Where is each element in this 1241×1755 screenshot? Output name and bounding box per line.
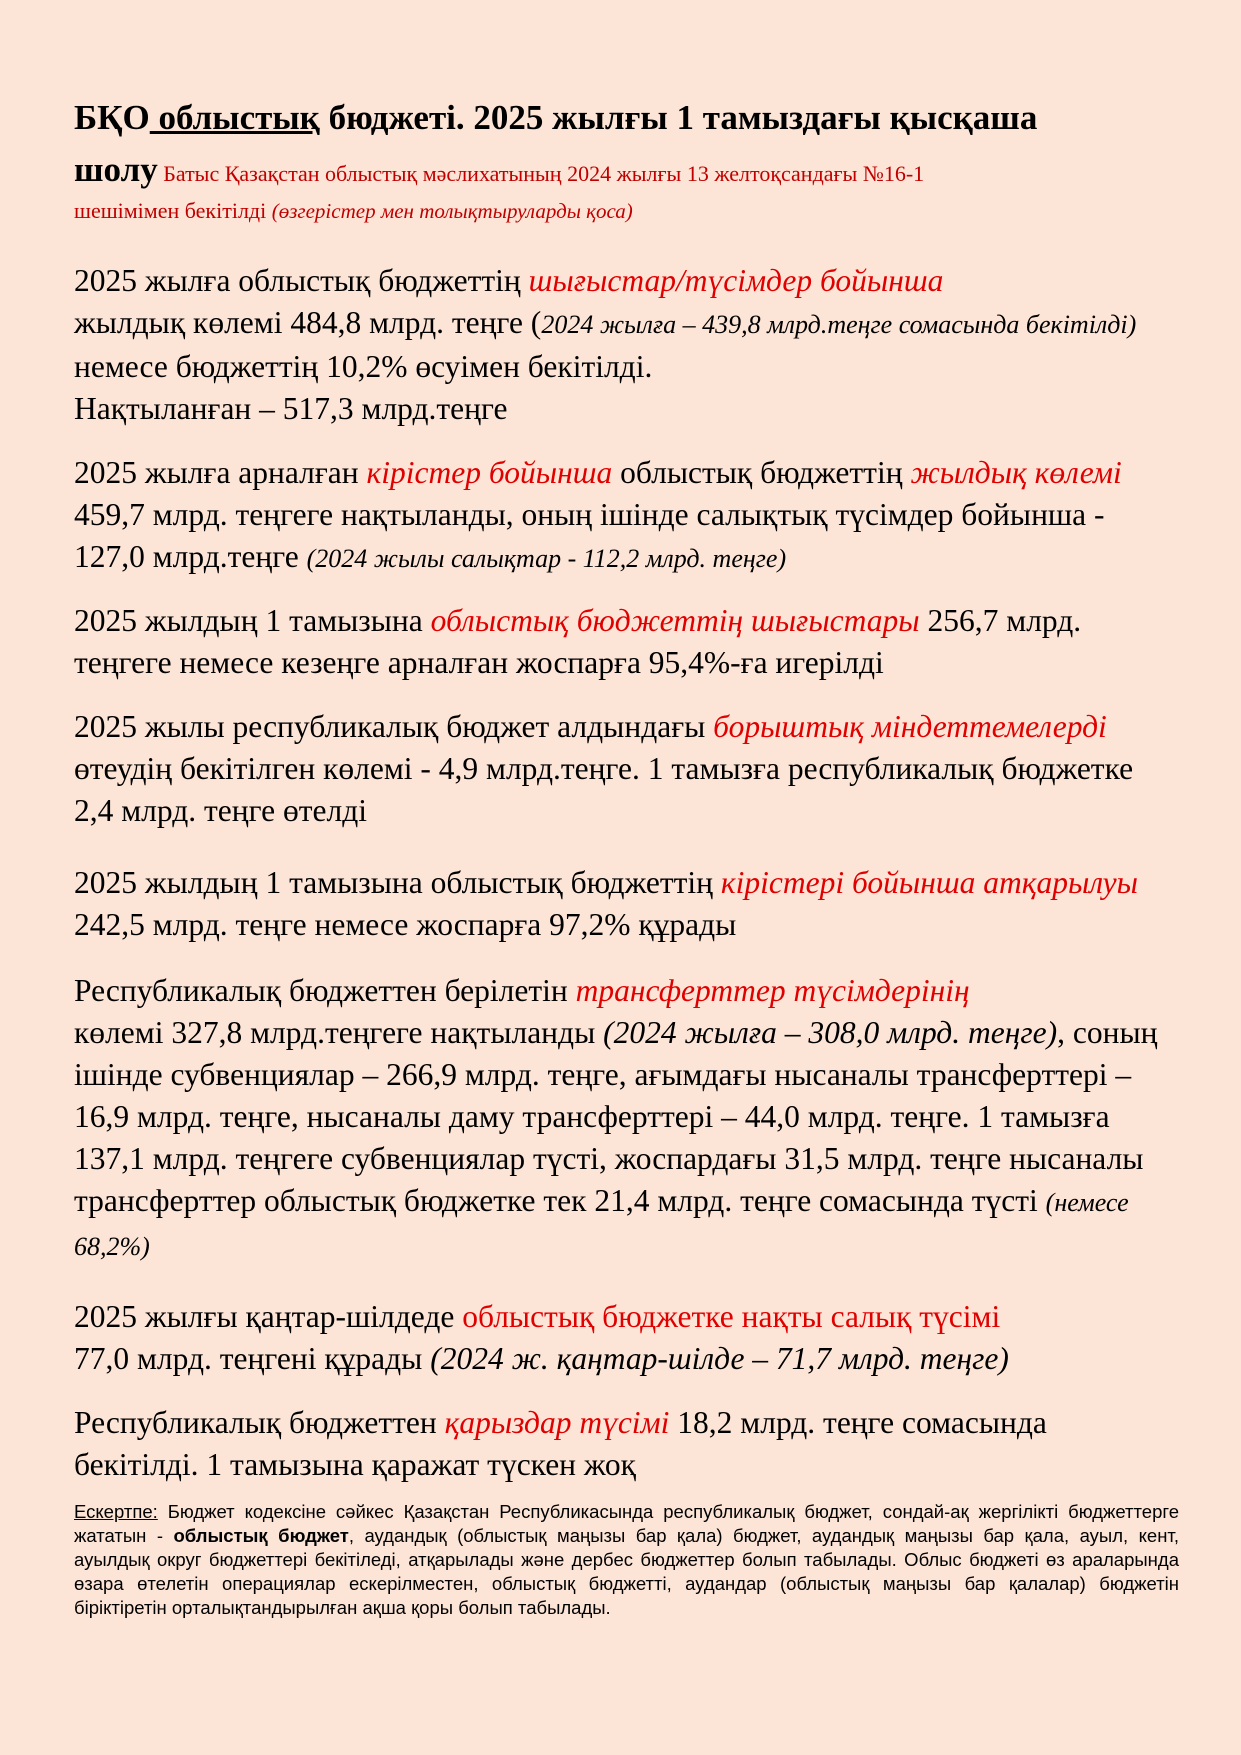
p7-note: (2024 ж. қаңтар-шілде – 71,7 млрд. теңге)	[430, 1341, 1009, 1376]
approval-line2	[74, 196, 1179, 226]
p2-text-c: 459,7 млрд. теңгеге нақтыланды, оның ішінде салықтық түсімдер бойынша - 127,0 млрд.теңге	[74, 497, 1105, 574]
paragraph-loans	[74, 1402, 1179, 1486]
p1-highlight: шығыстар/түсімдер бойынша	[528, 263, 944, 298]
p3-highlight: облыстық бюджеттің шығыстары	[430, 603, 920, 638]
paragraph-expenditure-execution	[74, 600, 1179, 684]
p2-text-b: облыстық бюджеттің	[612, 455, 911, 490]
title-rest: бюджеті. 2025 жылғы 1 тамыздағы қысқаша	[319, 98, 1038, 137]
p5-text-b: 242,5 млрд. теңге немесе жоспарға 97,2% құрады	[74, 907, 737, 942]
footnote-bold: облыстық бюджет	[173, 1525, 349, 1546]
title-prefix: БҚО	[74, 98, 150, 137]
p7-text-b: 77,0 млрд. теңгені құрады	[74, 1341, 431, 1376]
footnote-text-a: Бюджет кодексіне сәйкес Қазақстан Республикасында республикалық бюджет, сондай-ақ жергілікті бюджеттерге жататын -	[74, 1501, 1179, 1546]
footnote	[74, 1500, 1179, 1620]
p8-text-a: Республикалық бюджеттен	[74, 1405, 445, 1440]
approval-line2-text: шешімімен бекітілді	[74, 198, 272, 223]
paragraph-tax-receipts	[74, 1296, 1179, 1380]
p1-text-d: Нақтыланған – 517,3 млрд.теңге	[74, 391, 508, 426]
footnote-text-b: , аудандық (облыстық маңызы бар қала) бюджет, аудандық маңызы бар қала, ауыл, кент, ауылдық округ бюджеттері бекітіледі, атқарылады және дербес бюджеттер болып табылады. Облыс бюджеті өз араларында өзара өтелетін операциялар ескерілместен, облыстық бюджетті, аудандар (облыстық маңызы бар қалалар) бюджетін біріктіретін орталықтандырылған ақша қоры болып табылады.	[74, 1525, 1179, 1618]
footnote-label: Ескертпе:	[74, 1501, 158, 1522]
p6-text-a: Республикалық бюджеттен берілетін	[74, 973, 576, 1008]
p1-text-b: жылдық көлемі 484,8 млрд. теңге (	[74, 305, 542, 340]
p2-highlight-2: жылдық көлемі	[910, 455, 1122, 490]
p8-highlight: қарыздар түсімі	[444, 1405, 670, 1440]
title-line2: шолу	[74, 150, 158, 189]
paragraph-debt-obligations	[74, 706, 1179, 832]
p6-highlight: трансферттер түсімдерінің	[575, 973, 970, 1008]
p6-note-1: (2024 жылға – 308,0 млрд. теңге)	[603, 1015, 1058, 1050]
p5-text-a: 2025 жылдың 1 тамызына облыстық бюджеттің	[74, 865, 721, 900]
p4-highlight: борыштық міндеттемелерді	[713, 709, 1107, 744]
p6-text-b: көлемі 327,8 млрд.теңгеге нақтыланды	[74, 1015, 604, 1050]
p6-note-2: (немесе 68,2%)	[74, 1188, 1129, 1261]
p2-highlight-1: кірістер бойынша	[366, 455, 613, 490]
p8-text-b: 18,2 млрд. теңге сомасында бекітілді. 1 тамызына қаражат түскен жоқ	[74, 1405, 1047, 1482]
p1-text-c: немесе бюджеттің 10,2% өсуімен бекітілді.	[74, 349, 653, 384]
p3-text-b: 256,7 млрд. теңгеге немесе кезеңге арналған жоспарға 95,4%-ға игерілді	[74, 603, 1082, 680]
p3-text-a: 2025 жылдың 1 тамызына	[74, 603, 431, 638]
paragraph-transfers	[74, 970, 1179, 1268]
title-underlined: облыстық	[149, 98, 320, 137]
paragraph-revenue-volume	[74, 452, 1179, 580]
paragraph-expenditure-volume	[74, 260, 1179, 430]
p5-highlight: кірістері бойынша атқарылуы	[720, 865, 1138, 900]
p7-highlight: облыстық бюджетке нақты салық түсімі	[462, 1299, 1001, 1334]
p1-note: 2024 жылға – 439,8 млрд.теңге сомасында бекітілді)	[541, 310, 1137, 339]
document-title	[74, 92, 1179, 200]
p4-text-a: 2025 жылы республикалық бюджет алдындағы	[74, 709, 714, 744]
approval-note: (өзгерістер мен толықтыруларды қоса)	[271, 199, 633, 223]
paragraph-revenue-execution	[74, 862, 1179, 946]
approval-text: Батыс Қазақстан облыстық мәслихатының 2024 жылғы 13 желтоқсандағы №16-1	[157, 161, 925, 186]
p4-text-b: өтеудің бекітілген көлемі - 4,9 млрд.теңге. 1 тамызға республикалық бюджетке 2,4 млрд. теңге өтелді	[74, 751, 1134, 828]
p1-text-a: 2025 жылға облыстық бюджеттің	[74, 263, 529, 298]
p7-text-a: 2025 жылғы қаңтар-шілдеде	[74, 1299, 463, 1334]
p6-text-c: , соның ішінде субвенциялар – 266,9 млрд. теңге, ағымдағы нысаналы трансферттері – 16,9 млрд. теңге, нысаналы даму трансферттері – 44,0 млрд. теңге. 1 тамызға 137,1 млрд. теңгеге субвенциялар түсті, жоспардағы 31,5 млрд. теңге нысаналы трансферттер облыстық бюджетке тек 21,4 млрд. теңге сомасында түсті	[74, 1015, 1158, 1218]
p2-text-a: 2025 жылға арналған	[74, 455, 367, 490]
p2-note: (2024 жылы салықтар - 112,2 млрд. теңге)	[306, 544, 787, 573]
